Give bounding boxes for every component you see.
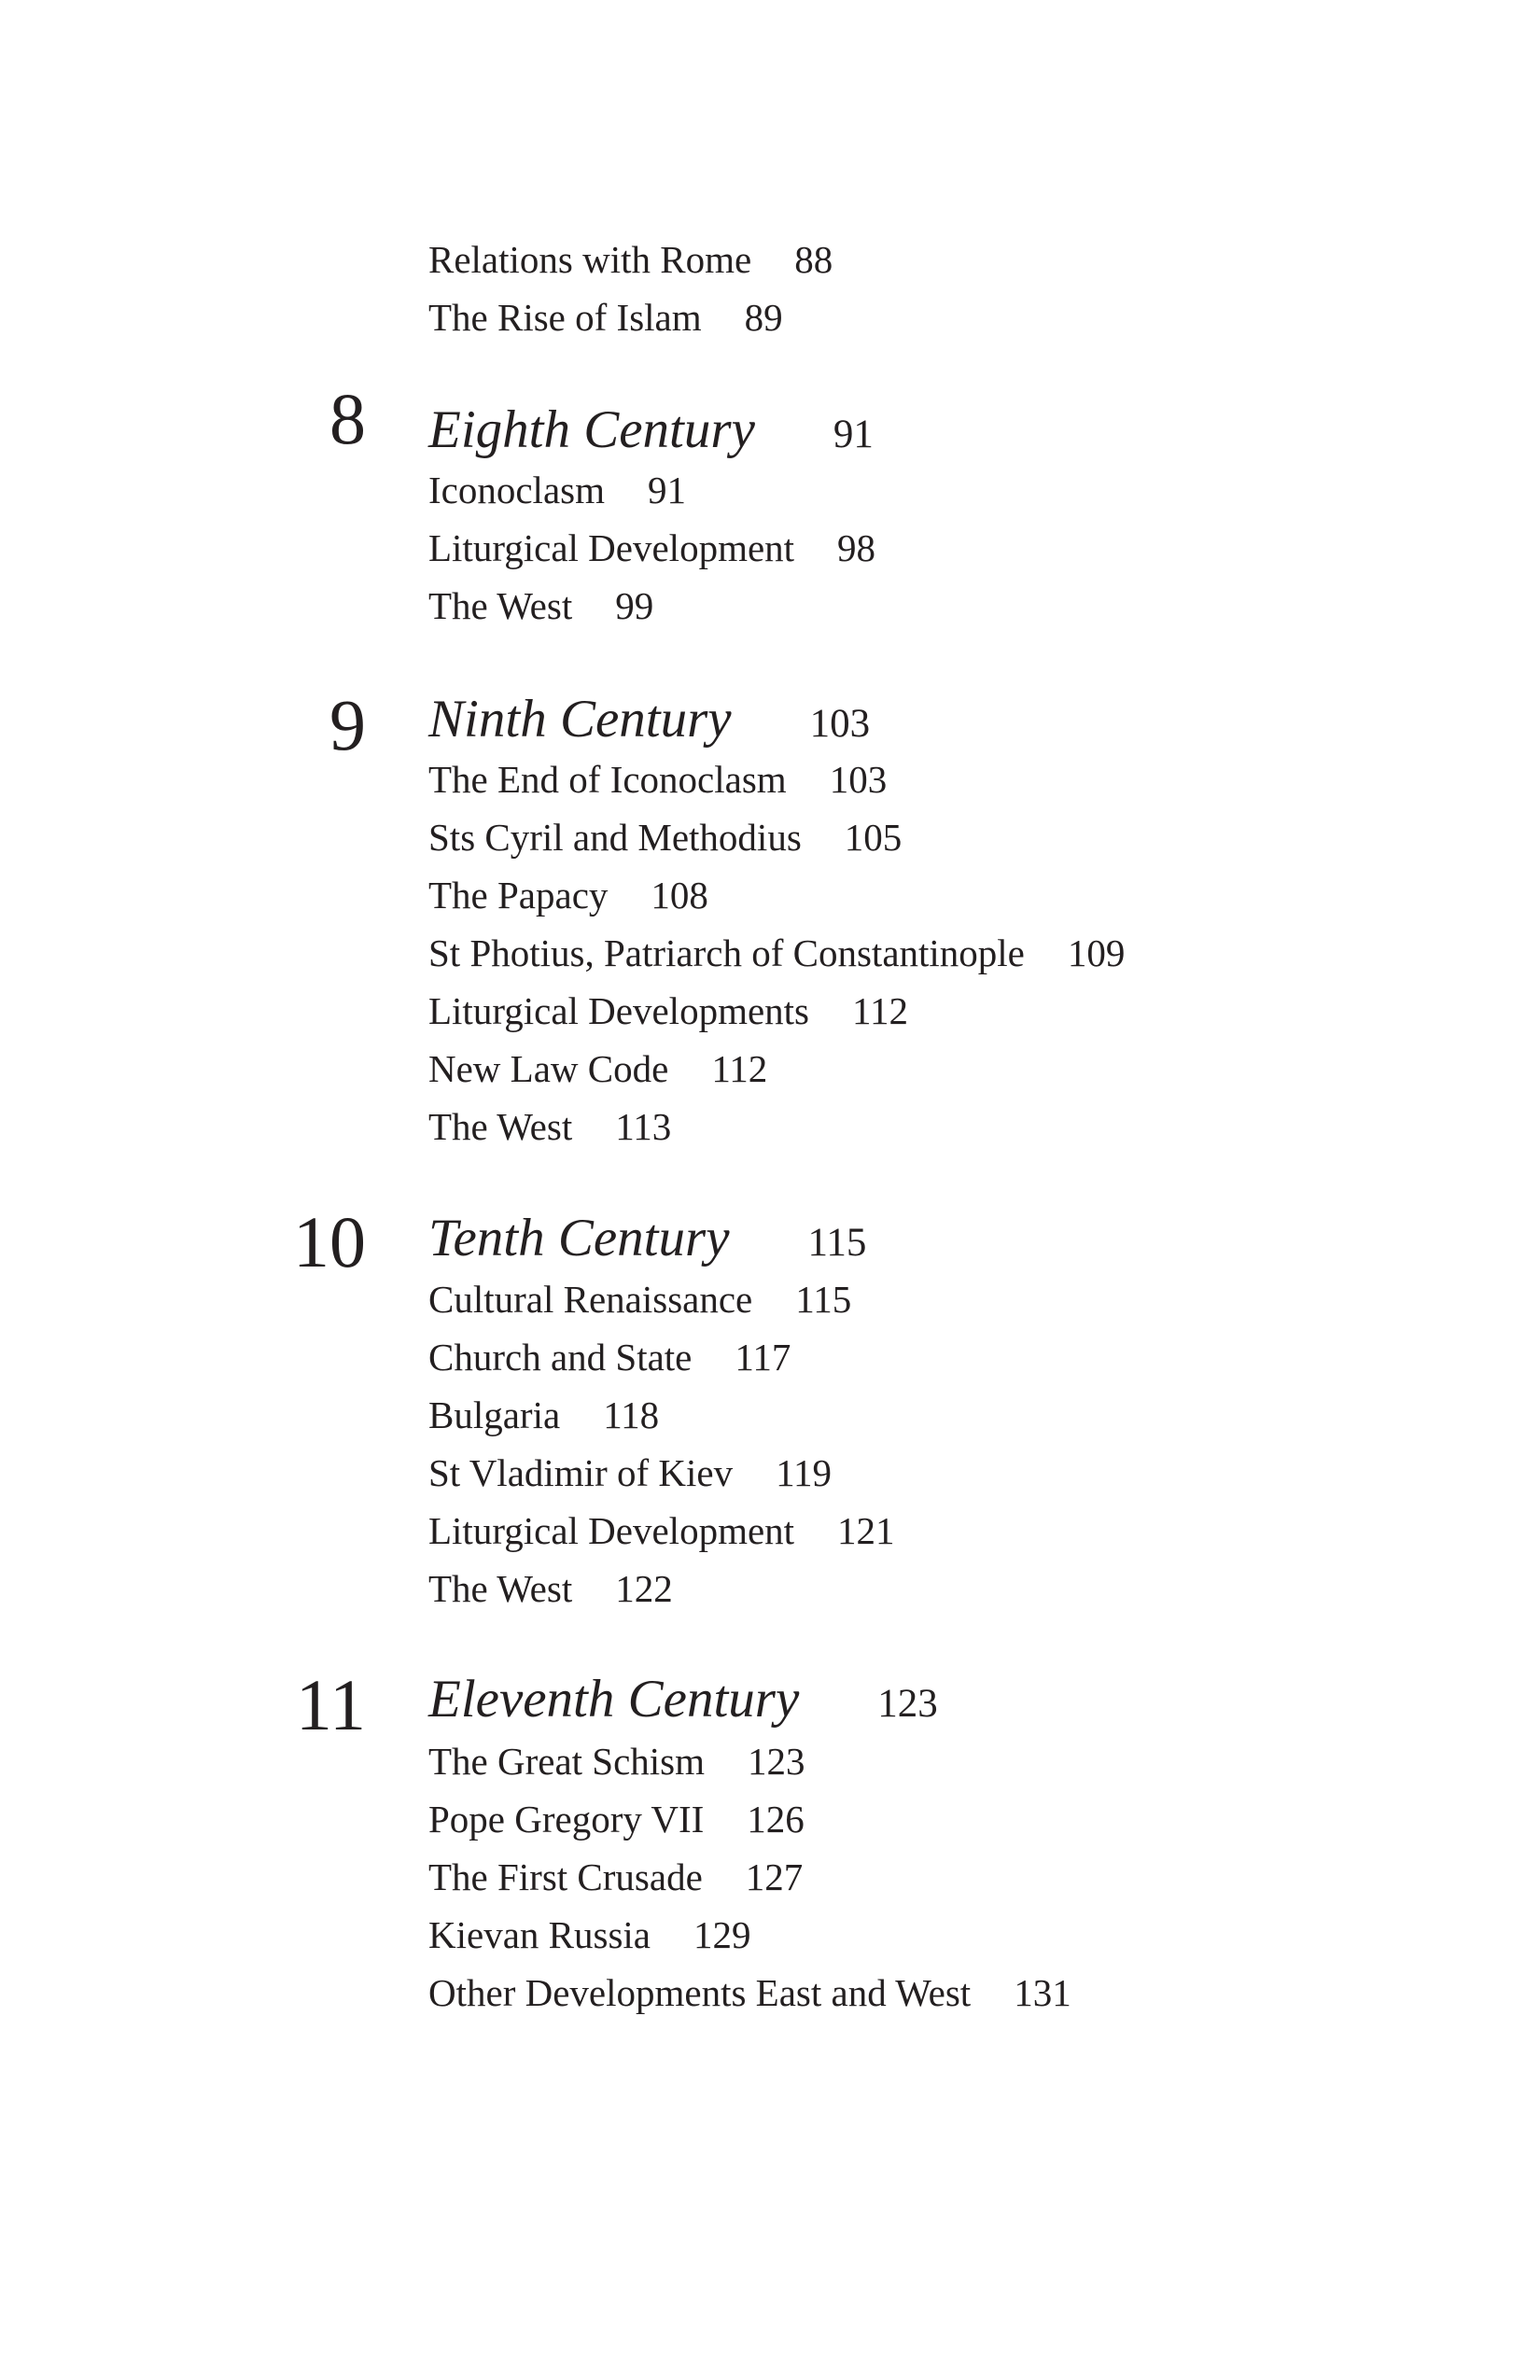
toc-entry[interactable]: [428, 584, 654, 627]
entry-title: The West: [428, 1105, 573, 1148]
entry-page-number: 103: [829, 758, 888, 801]
entry-title: The Great Schism: [428, 1740, 706, 1783]
entry-page-number: 117: [735, 1336, 791, 1379]
chapter-title: Ninth Century: [428, 690, 732, 749]
toc-entry[interactable]: [428, 1451, 833, 1494]
toc-entry[interactable]: [428, 296, 783, 339]
entry-title: St Vladimir of Kiev: [428, 1451, 734, 1494]
entry-page-number: 99: [615, 584, 654, 627]
entry-title: The West: [428, 1567, 573, 1610]
entry-title: Bulgaria: [428, 1393, 561, 1436]
entry-title: Liturgical Development: [428, 1509, 795, 1552]
toc-entry[interactable]: [428, 1338, 791, 1377]
chapter-title: Eleventh Century: [428, 1670, 800, 1729]
entry-title: New Law Code: [428, 1047, 669, 1090]
entry-title: Other Developments East and West: [428, 1971, 972, 2014]
toc-entry[interactable]: [428, 816, 903, 859]
entry-page-number: 121: [837, 1509, 895, 1552]
toc-entry[interactable]: [428, 931, 1126, 974]
toc-entry[interactable]: [428, 989, 908, 1032]
toc-entry[interactable]: [428, 1509, 895, 1552]
entry-title: Iconoclasm: [428, 469, 605, 511]
entry-title: Church and State: [428, 1336, 693, 1379]
entry-title: The West: [428, 584, 573, 627]
entry-page-number: 119: [776, 1451, 833, 1494]
chapter-page-number: 91: [833, 413, 874, 456]
toc-entry[interactable]: [428, 1913, 751, 1956]
toc-entry[interactable]: [428, 758, 888, 801]
entry-page-number: 129: [693, 1913, 751, 1956]
chapter-number: 10: [293, 1201, 366, 1282]
chapter-heading[interactable]: [428, 1670, 938, 1729]
chapter-heading[interactable]: [428, 690, 871, 749]
chapter-page-number: 123: [877, 1682, 938, 1726]
toc-entry[interactable]: [428, 238, 833, 281]
toc-entry[interactable]: [428, 1393, 660, 1436]
entry-page-number: 109: [1067, 931, 1126, 974]
toc-entry[interactable]: [428, 876, 708, 915]
entry-page-number: 88: [794, 238, 833, 281]
chapter-heading[interactable]: [428, 400, 874, 459]
entry-title: Liturgical Developments: [428, 989, 809, 1032]
entry-page-number: 115: [795, 1278, 852, 1321]
chapter-number: 8: [329, 378, 366, 459]
entry-page-number: 98: [837, 526, 876, 569]
entry-page-number: 127: [745, 1855, 804, 1898]
entry-title: Sts Cyril and Methodius: [428, 816, 802, 859]
entry-title: Pope Gregory VII: [428, 1798, 705, 1841]
entry-page-number: 91: [647, 469, 686, 511]
entry-title: The End of Iconoclasm: [428, 758, 787, 801]
chapter-number: 11: [295, 1664, 366, 1745]
entry-page-number: 112: [852, 989, 908, 1032]
entry-page-number: 123: [748, 1740, 805, 1783]
entry-title: The Papacy: [428, 874, 609, 917]
toc-entry[interactable]: [428, 1740, 805, 1783]
entry-page-number: 105: [844, 816, 903, 859]
entry-title: Liturgical Development: [428, 526, 795, 569]
entry-title: St Photius, Patriarch of Constantinople: [428, 931, 1025, 974]
entry-title: The Rise of Islam: [428, 296, 702, 339]
toc-entry[interactable]: [428, 1047, 768, 1090]
entry-page-number: 126: [747, 1798, 805, 1841]
toc-entry[interactable]: [428, 1105, 672, 1148]
toc-entry[interactable]: [428, 1278, 852, 1321]
entry-title: Relations with Rome: [428, 238, 752, 281]
chapter-page-number: 115: [807, 1221, 867, 1265]
entry-title: Cultural Renaissance: [428, 1278, 753, 1321]
entry-page-number: 131: [1014, 1971, 1071, 2014]
entry-title: The First Crusade: [428, 1855, 703, 1898]
toc-entry[interactable]: [428, 526, 876, 569]
entry-page-number: 118: [603, 1393, 660, 1436]
toc-entry[interactable]: [428, 1800, 805, 1839]
toc-entry[interactable]: [428, 1855, 804, 1898]
toc-entry[interactable]: [428, 471, 686, 510]
chapter-heading[interactable]: [428, 1211, 866, 1265]
toc-entry[interactable]: [428, 1567, 673, 1610]
entry-page-number: 122: [615, 1567, 673, 1610]
chapter-page-number: 103: [809, 702, 871, 746]
entry-page-number: 108: [651, 874, 708, 917]
chapter-title: Tenth Century: [428, 1209, 730, 1267]
entry-page-number: 112: [711, 1047, 768, 1090]
chapter-title: Eighth Century: [428, 400, 755, 459]
toc-entry[interactable]: [428, 1971, 1071, 2014]
chapter-number: 9: [329, 684, 366, 765]
entry-page-number: 89: [744, 296, 783, 339]
entry-title: Kievan Russia: [428, 1913, 651, 1956]
entry-page-number: 113: [615, 1105, 672, 1148]
